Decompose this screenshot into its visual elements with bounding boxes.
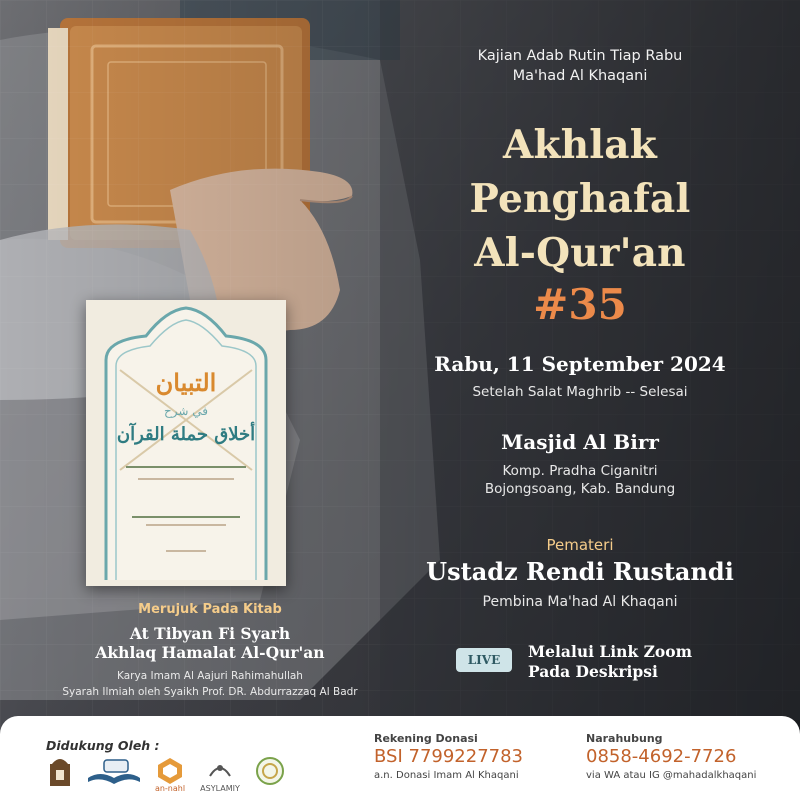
an-nahl-logo	[154, 756, 186, 786]
reference-author	[20, 668, 400, 700]
kajian-series-label	[430, 46, 730, 86]
kitab-arabic-title: التبيان	[155, 368, 217, 397]
event-title	[410, 118, 750, 280]
venue-address-line-1: Komp. Pradha Ciganitri	[502, 463, 658, 479]
venue-name: Masjid Al Birr	[501, 430, 659, 454]
kitab-text-lines	[126, 460, 246, 576]
zoom-line-2: Pada Deskripsi	[528, 662, 658, 681]
speaker-role: Pembina Ma'had Al Khaqani	[482, 594, 678, 610]
reference-title	[40, 624, 380, 662]
kajian-series-line: Kajian Adab Rutin Tiap Rabu	[477, 48, 683, 64]
donation-account-number: BSI 7799227783	[374, 746, 524, 767]
reference-author-line-1: Karya Imam Al Aajuri Rahimahullah	[117, 670, 303, 682]
event-date: Rabu, 11 September 2024	[434, 352, 726, 376]
kitab-cover	[86, 300, 286, 586]
an-nahl-text: an-nahl	[154, 784, 186, 793]
contact-note: via WA atau IG @mahadalkhaqani	[586, 770, 757, 781]
speaker-label: Pemateri	[546, 536, 614, 554]
speaker-name: Ustadz Rendi Rustandi	[426, 557, 734, 586]
round-emblem-logo	[254, 756, 286, 786]
title-line-2: Penghafal	[469, 176, 691, 222]
episode-number: #35	[533, 280, 627, 329]
asy-lamiy-logo	[206, 756, 234, 786]
reference-label: Merujuk Pada Kitab	[138, 602, 282, 617]
supported-by-label: Didukung Oleh :	[46, 738, 160, 753]
live-badge: LIVE	[456, 648, 512, 672]
title-line-1: Akhlak	[503, 122, 657, 168]
donation-label: Rekening Donasi	[374, 732, 478, 745]
book-logo	[86, 756, 142, 786]
kitab-arabic-subtitle: في شرح	[164, 404, 208, 418]
contact-phone: 0858-4692-7726	[586, 746, 737, 767]
title-line-3: Al-Qur'an	[474, 230, 686, 276]
reference-title-line-1: At Tibyan Fi Syarh	[129, 624, 291, 643]
venue-address-line-2: Bojongsoang, Kab. Bandung	[484, 481, 676, 497]
mosque-logo	[48, 756, 72, 786]
zoom-line-1: Melalui Link Zoom	[528, 642, 692, 661]
event-time: Setelah Salat Maghrib -- Selesai	[472, 384, 688, 400]
asy-lamiy-text: ASYLAMIY	[200, 784, 240, 793]
zoom-info	[528, 642, 748, 682]
contact-label: Narahubung	[586, 732, 663, 745]
kitab-arabic-main: أخلاق حملة القرآن	[116, 424, 256, 445]
organizer-name: Ma'had Al Khaqani	[512, 68, 648, 84]
reference-author-line-2: Syarah Ilmiah oleh Syaikh Prof. DR. Abdurrazzaq Al Badr	[62, 686, 358, 698]
venue-address	[410, 462, 750, 498]
reference-title-line-2: Akhlaq Hamalat Al-Qur'an	[95, 643, 325, 662]
donation-account-name: a.n. Donasi Imam Al Khaqani	[374, 770, 519, 781]
